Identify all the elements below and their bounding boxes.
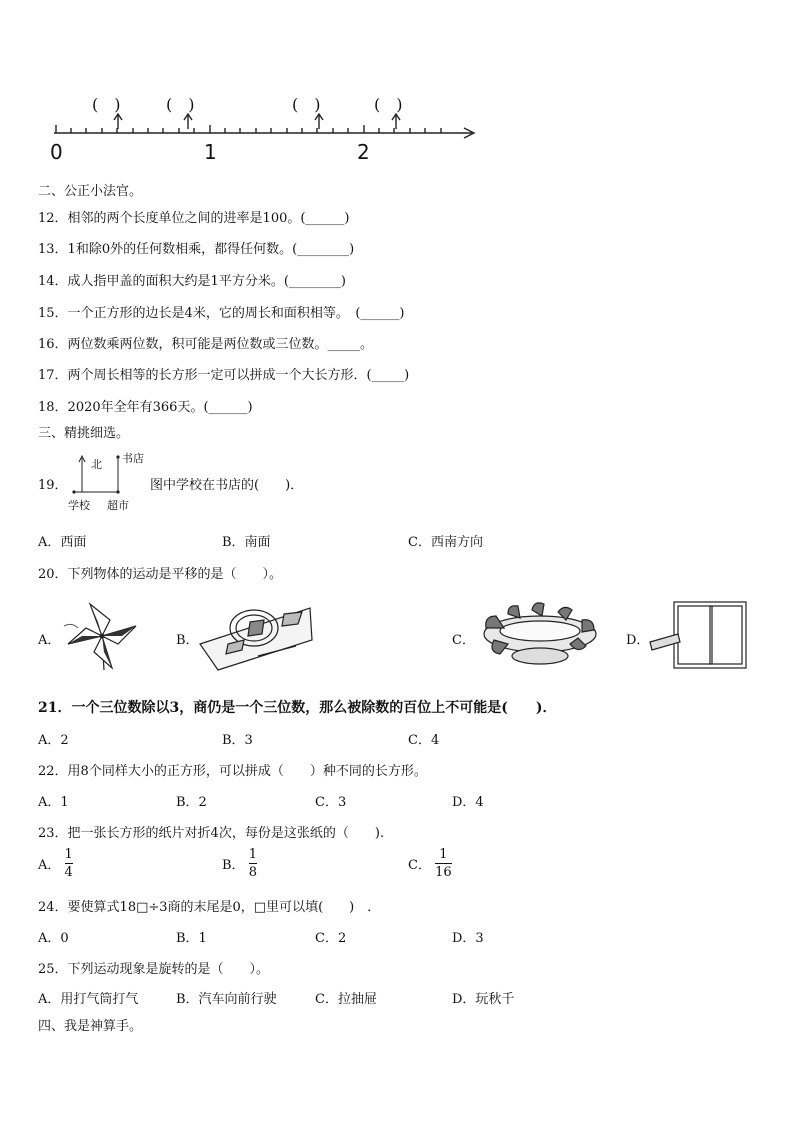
question-17: 17．两个周长相等的长方形一定可以拼成一个大长方形．(_____) [38, 368, 410, 383]
question-12: 12．相邻的两个长度单位之间的进率是100。(______) [38, 211, 350, 226]
fraction-one-eighth [249, 847, 257, 880]
fraction-numerator: 1 [248, 847, 257, 862]
question-18: 18．2020年全年有366天。(______) [38, 400, 253, 415]
steering-wheel-image [198, 600, 314, 672]
question-22-stem: 22．用8个同样大小的正方形，可以拼成（ ）种不同的长方形。 [38, 764, 427, 779]
question-14: 14．成人指甲盖的面积大约是1平方分米。(________) [38, 274, 346, 289]
question-15: 15．一个正方形的边长是4米，它的周长和面积相等。 (______) [38, 306, 405, 321]
q20-option-a-label[interactable]: A． [38, 633, 61, 648]
fraction-numerator: 1 [64, 847, 73, 862]
q22-option-c[interactable]: C．3 [315, 795, 347, 810]
question-21-stem: 21．一个三位数除以3，商仍是一个三位数，那么被除数的百位上不可能是( )． [38, 700, 557, 716]
q23-option-a-label: A． [38, 858, 61, 873]
q19-option-b[interactable]: B．南面 [222, 535, 271, 550]
q19-option-a[interactable]: A．西面 [38, 535, 87, 550]
fraction-numerator: 1 [439, 847, 448, 862]
q25-option-a[interactable]: A．用打气筒打气 [38, 992, 139, 1007]
q23-option-c-label: C． [408, 858, 431, 873]
fraction-denominator: 4 [64, 865, 73, 880]
bookstore-dot [116, 455, 119, 458]
q25-option-c[interactable]: C．拉抽屉 [315, 992, 377, 1007]
q21-option-b[interactable]: B．3 [222, 733, 253, 748]
q22-option-d[interactable]: D．4 [452, 795, 484, 810]
section-4-title: 四、我是神算手。 [38, 1019, 143, 1034]
map-label-bookstore: 书店 [122, 452, 144, 465]
q24-option-d[interactable]: D．3 [452, 931, 484, 946]
school-dot [72, 490, 75, 493]
q22-option-b[interactable]: B．2 [176, 795, 207, 810]
q24-option-c[interactable]: C．2 [315, 931, 347, 946]
question-19-number: 19． [38, 478, 68, 493]
blank-2[interactable]: ( ) [166, 95, 195, 114]
fraction-bar [435, 863, 452, 864]
market-dot [116, 490, 119, 493]
question-25-stem: 25．下列运动现象是旋转的是（ ）。 [38, 962, 270, 977]
question-20-stem: 20．下列物体的运动是平移的是（ ）。 [38, 567, 283, 582]
q20-option-d-label[interactable]: D． [626, 633, 650, 648]
blank-1[interactable]: ( ) [92, 95, 121, 114]
q25-option-b[interactable]: B．汽车向前行驶 [176, 992, 277, 1007]
tick-label-2: 2 [357, 140, 370, 164]
q20-option-c-label[interactable]: C． [452, 633, 475, 648]
sliding-window-image [648, 598, 750, 672]
section-3-title: 三、精挑细选。 [38, 426, 130, 441]
q21-option-a[interactable]: A．2 [38, 733, 69, 748]
section-2-title: 二、公正小法官。 [38, 184, 143, 199]
map-label-north: 北 [91, 458, 102, 471]
q24-option-b[interactable]: B．1 [176, 931, 207, 946]
fraction-one-quarter [65, 847, 73, 880]
question-19-stem: 图中学校在书店的( )． [150, 478, 304, 493]
pinwheel-image [60, 598, 142, 672]
q25-option-d[interactable]: D．玩秋千 [452, 992, 515, 1007]
blank-4[interactable]: ( ) [374, 95, 403, 114]
q23-option-b[interactable] [222, 847, 257, 880]
q22-option-a[interactable]: A．1 [38, 795, 69, 810]
question-23-stem: 23．把一张长方形的纸片对折4次，每份是这张纸的（ ). [38, 826, 385, 841]
fraction-bar [65, 863, 73, 864]
q23-option-c[interactable] [408, 847, 452, 880]
map-label-market: 超市 [107, 499, 129, 512]
blank-3[interactable]: ( ) [292, 95, 321, 114]
map-label-school: 学校 [68, 499, 90, 512]
fraction-one-sixteenth [435, 847, 452, 880]
q20-option-b-label[interactable]: B． [176, 633, 199, 648]
fraction-denominator: 8 [248, 865, 257, 880]
tick-label-1: 1 [204, 140, 217, 164]
q19-option-c[interactable]: C．西南方向 [408, 535, 483, 550]
q23-option-a[interactable] [38, 847, 73, 880]
fraction-denominator: 16 [435, 865, 452, 880]
question-16: 16．两位数乘两位数，积可能是两位数或三位数。_____。 [38, 337, 374, 352]
carousel-image [474, 598, 606, 672]
q24-option-a[interactable]: A．0 [38, 931, 69, 946]
tick-label-0: 0 [50, 140, 63, 164]
question-13: 13．1和除0外的任何数相乘，都得任何数。(________) [38, 242, 355, 257]
q23-option-b-label: B． [222, 858, 245, 873]
question-24-stem: 24．要使算式18□÷3商的末尾是0，□里可以填( ) ． [38, 900, 381, 915]
q21-option-c[interactable]: C．4 [408, 733, 440, 748]
fraction-bar [249, 863, 257, 864]
